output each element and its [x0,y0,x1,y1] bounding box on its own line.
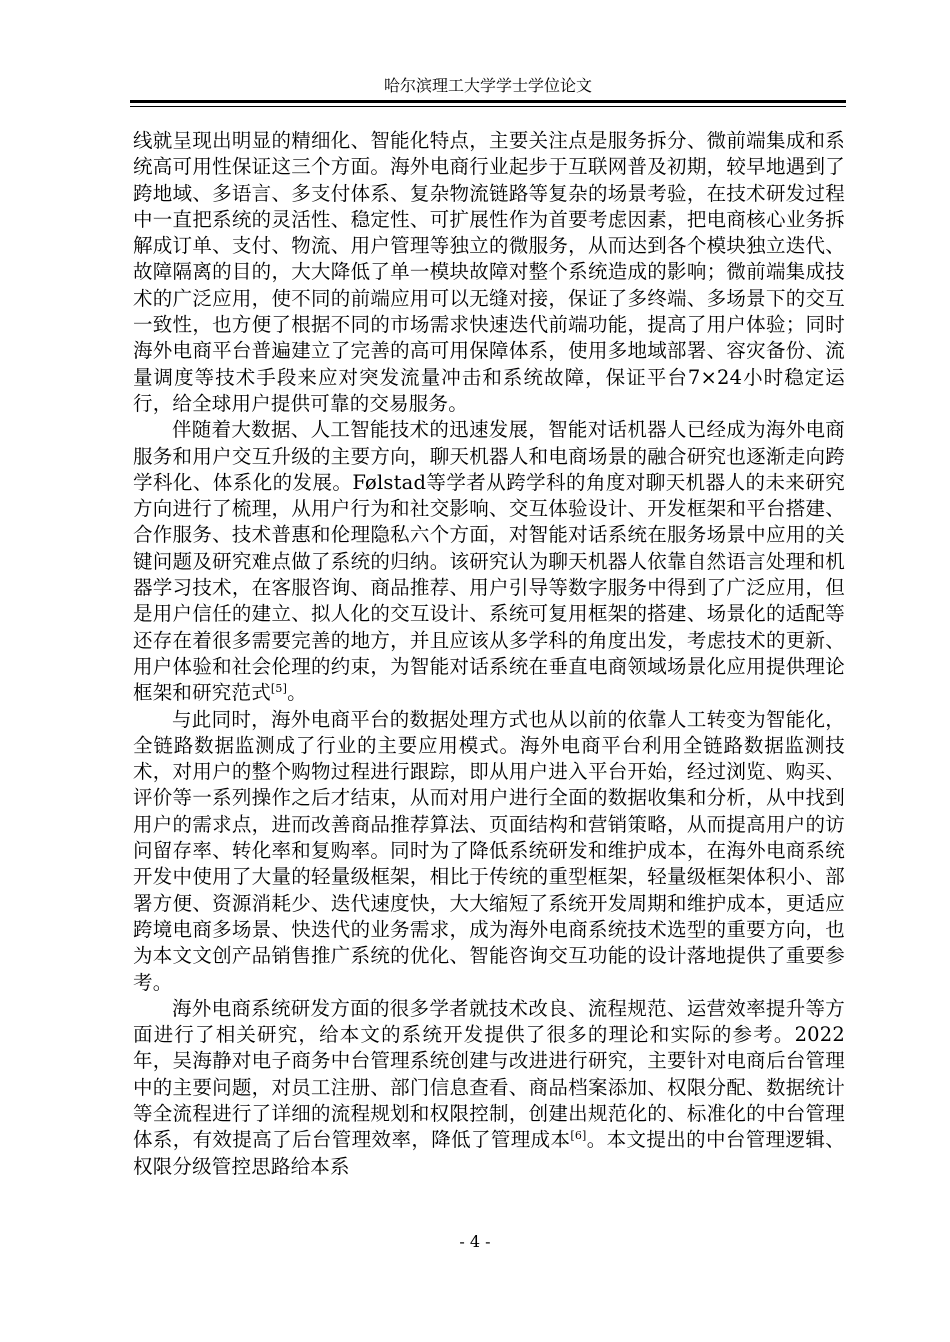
header-rule-thin [130,106,846,107]
paragraph-text: 线就呈现出明显的精细化、智能化特点，主要关注点是服务拆分、微前端集成和系统高可用性保证这三个方面。海外电商行业起步于互联网普及初期，较早地遇到了跨地域、多语言、多支付体系、复杂物流链路等复杂的场景考验，在技术研发过程中一直把系统的灵活性、稳定性、可扩展性作为首要考虑因素，把电商核心业务拆解成订单、支付、物流、用户管理等独立的微服务，从而达到各个模块独立迭代、故障隔离的目的，大大降低了单一模块故障对整个系统造成的影响；微前端集成技术的广泛应用，使不同的前端应用可以无缝对接，保证了多终端、多场景下的交互一致性，也方便了根据不同的市场需求快速迭代前端功能，提高了用户体验；同时海外电商平台普遍建立了完善的高可用保障体系，使用多地域部署、容灾备份、流量调度等技术手段来应对突发流量冲击和系统故障，保证平台7×24小时稳定运行，给全球用户提供可靠的交易服务。 [133,129,845,415]
page-number: - 4 - [459,1232,491,1251]
citation-ref: [5] [270,682,288,696]
paragraph-text: 伴随着大数据、人工智能技术的迅速发展，智能对话机器人已经成为海外电商服务和用户交互升级的主要方向，聊天机器人和电商场景的融合研究也逐渐走向跨学科化、体系化的发展。Følstad等学者从跨学科的角度对聊天机器人的未来研究方向进行了梳理，从用户行为和社交影响、交互体验设计、开发框架和平台搭建、合作服务、技术普惠和伦理隐私六个方面，对智能对话系统在服务场景中应用的关键问题及研究难点做了系统的归纳。该研究认为聊天机器人依靠自然语言处理和机器学习技术，在客服咨询、商品推荐、用户引导等数字服务中得到了广泛应用，但是用户信任的建立、拟人化的交互设计、系统可复用框架的搭建、场景化的适配等还存在着很多需要完善的地方，并且应该从多学科的角度出发，考虑技术的更新、用户体验和社会伦理的约束，为智能对话系统在垂直电商领域场景化应用提供理论框架和研究范式 [133,418,845,705]
paragraph-2 [133,417,845,706]
paragraph-text: 海外电商系统研发方面的很多学者就技术改良、流程规范、运营效率提升等方面进行了相关研究，给本文的系统开发提供了很多的理论和实际的参考。2022年，吴海静对电子商务中台管理系统创建与改进进行研究，主要针对电商后台管理中的主要问题，对员工注册、部门信息查看、商品档案添加、权限分配、数据统计等全流程进行了详细的流程规划和权限控制，创建出规范化的、标准化的中台管理体系，有效提高了后台管理效率，降低了管理成本 [133,996,845,1152]
paragraph-tail: 。 [287,681,307,705]
body-text [133,128,845,1180]
header-rule-thick [130,100,846,103]
paragraph-text: 与此同时，海外电商平台的数据处理方式也从以前的依靠人工转变为智能化，全链路数据监测成了行业的主要应用模式。海外电商平台利用全链路数据监测技术，对用户的整个购物过程进行跟踪，即从用户进入平台开始，经过浏览、购买、评价等一系列操作之后才结束，从而对用户进行全面的数据收集和分析，从中找到用户的需求点，进而改善商品推荐算法、页面结构和营销策略，从而提高用户的访问留存率、转化率和复购率。同时为了降低系统研发和维护成本，在海外电商系统开发中使用了大量的轻量级框架，相比于传统的重型框架，轻量级框架体积小、部署方便、资源消耗少、迭代速度快，大大缩短了系统开发周期和维护成本，更适应跨境电商多场景、快迭代的业务需求，成为海外电商系统技术选型的重要方向，也为本文文创产品销售推广系统的优化、智能咨询交互功能的设计落地提供了重要参考。 [133,707,845,994]
paragraph-tail: 。本文提出的中台管理逻辑、权限分级管控思路给本系 [133,1128,845,1178]
paragraph-1 [133,128,845,417]
paragraph-3 [133,707,845,996]
citation-ref: [6] [570,1129,587,1143]
paragraph-4 [133,996,845,1180]
running-header: 哈尔滨理工大学学士学位论文 [383,76,592,95]
